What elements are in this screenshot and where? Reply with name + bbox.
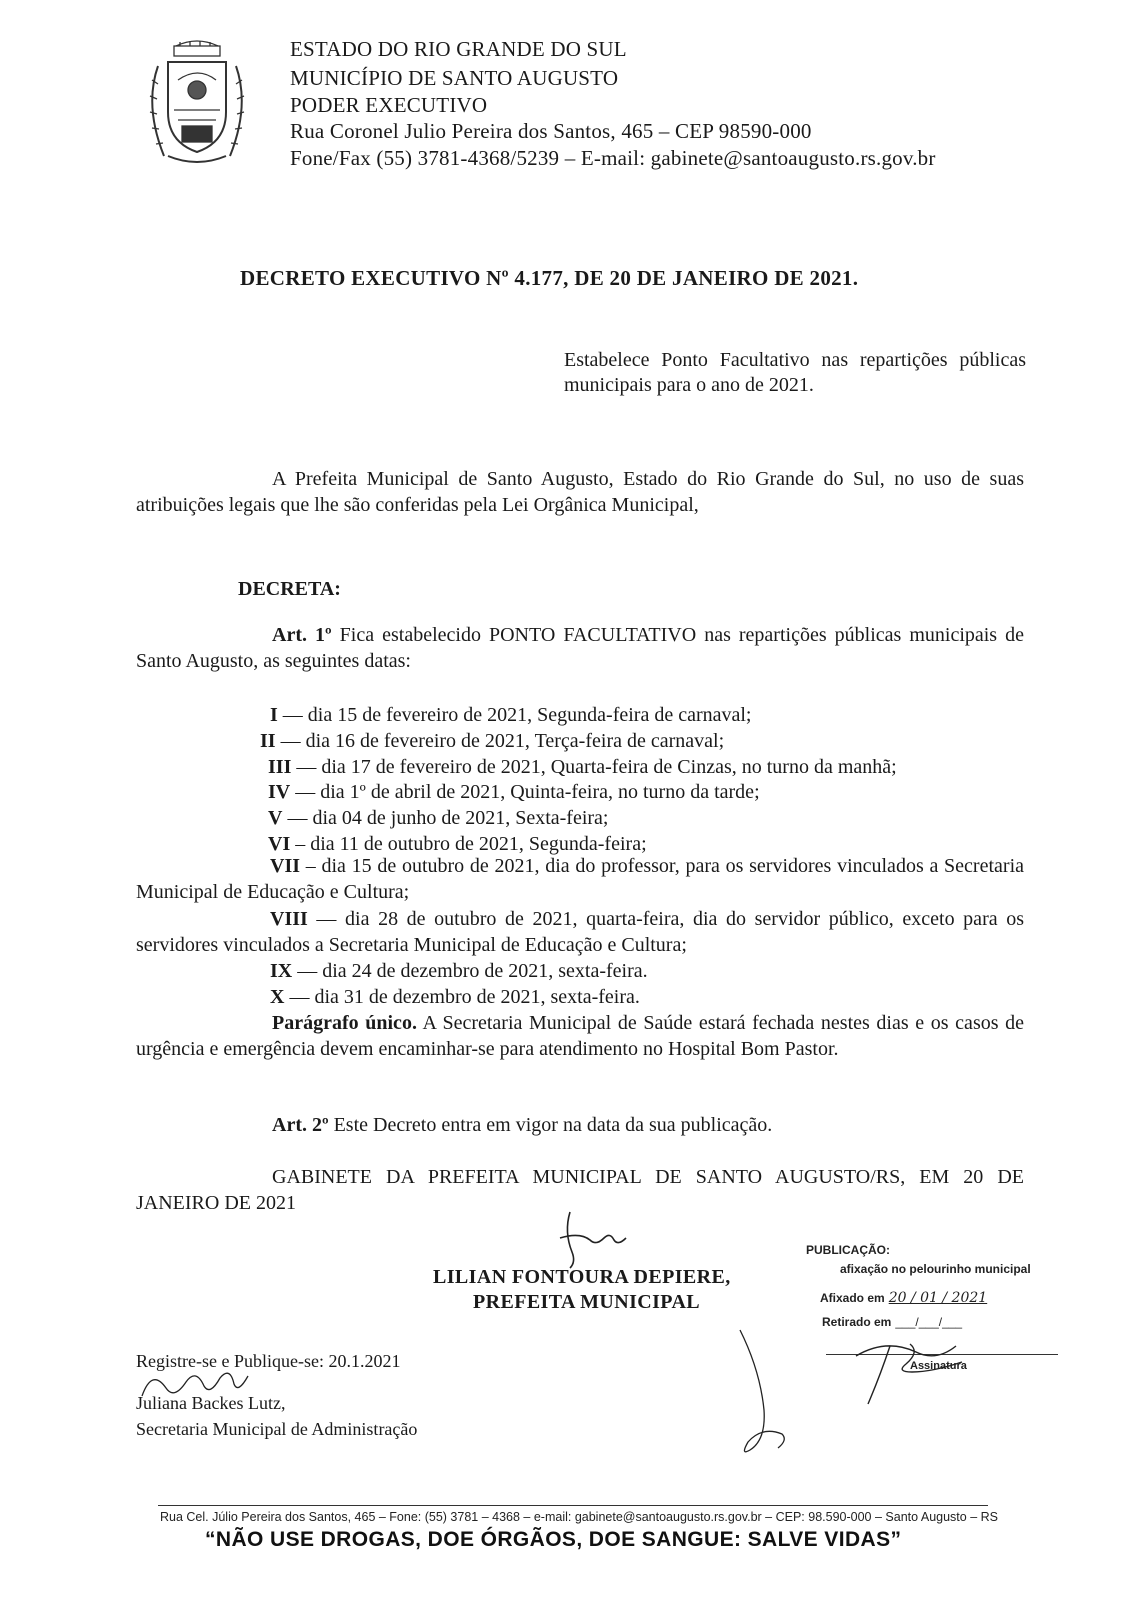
- list-item: VI – dia 11 de outubro de 2021, Segunda-feira;: [268, 833, 647, 855]
- decree-title: DECRETO EXECUTIVO Nº 4.177, DE 20 DE JANEIRO DE 2021.: [240, 266, 859, 290]
- municipal-coat-of-arms-icon: [138, 40, 256, 170]
- registry-secretary-name: Juliana Backes Lutz,: [136, 1393, 286, 1413]
- registry-line: Registre-se e Publique-se: 20.1.2021: [136, 1351, 401, 1371]
- list-item: VII – dia 15 de outubro de 2021, dia do professor, para os servidores vinculados a Secretaria Municipal de Educação e Cultura;: [136, 855, 1024, 903]
- signatory-role: PREFEITA MUNICIPAL: [473, 1291, 701, 1313]
- header-power: PODER EXECUTIVO: [290, 93, 488, 117]
- header-municipality: MUNICÍPIO DE SANTO AUGUSTO: [290, 66, 619, 90]
- list-item: IX — dia 24 de dezembro de 2021, sexta-feira.: [270, 960, 648, 982]
- list-item: III — dia 17 de fevereiro de 2021, Quarta-feira de Cinzas, no turno da manhã;: [268, 756, 897, 778]
- gabinete-date: GABINETE DA PREFEITA MUNICIPAL DE SANTO AUGUSTO/RS, EM 20 DE JANEIRO DE 2021: [136, 1166, 1024, 1214]
- initials-signature: [730, 1326, 800, 1466]
- list-item: I — dia 15 de fevereiro de 2021, Segunda-feira de carnaval;: [270, 704, 752, 726]
- list-item: VIII — dia 28 de outubro de 2021, quarta-feira, dia do servidor público, exceto para os servidores vinculados a Secretaria Municipal de Educação e Cultura;: [136, 908, 1024, 956]
- decree-preamble: A Prefeita Municipal de Santo Augusto, Estado do Rio Grande do Sul, no uso de suas atribuições legais que lhe são conferidas pela Lei Orgânica Municipal,: [136, 468, 1024, 516]
- publication-retirado: Retirado em ___/___/___: [822, 1315, 963, 1329]
- footer-address: Rua Cel. Júlio Pereira dos Santos, 465 – Fone: (55) 3781 – 4368 – e-mail: gabinete@santoaugusto.rs.gov.br – CEP: 98.590-000 – Santo Augusto – RS: [160, 1510, 998, 1524]
- registry-secretary-role: Secretaria Municipal de Administração: [136, 1419, 418, 1439]
- list-item: IV — dia 1º de abril de 2021, Quinta-feira, no turno da tarde;: [268, 781, 760, 803]
- assinatura-label: Assinatura: [910, 1360, 967, 1372]
- article-1: [136, 622, 1024, 674]
- paragrafo-unico: Parágrafo único. A Secretaria Municipal de Saúde estará fechada nestes dias e os casos de urgência e emergência devem encaminhar-se para atendimento no Hospital Bom Pastor.: [136, 1012, 1025, 1060]
- list-item: V — dia 04 de junho de 2021, Sexta-feira;: [268, 807, 609, 829]
- list-item: X — dia 31 de dezembro de 2021, sexta-feira.: [270, 986, 640, 1008]
- publication-afixado: Afixado em 20 / 01 / 2021: [820, 1290, 988, 1306]
- publication-heading: PUBLICAÇÃO:: [806, 1243, 890, 1257]
- signatory-name: LILIAN FONTOURA DEPIERE,: [433, 1266, 731, 1288]
- decreta-heading: DECRETA:: [238, 578, 341, 600]
- decree-ementa: Estabelece Ponto Facultativo nas repartições públicas municipais para o ano de 2021.: [564, 349, 1026, 396]
- list-item: II — dia 16 de fevereiro de 2021, Terça-feira de carnaval;: [260, 730, 725, 752]
- mayor-signature: [530, 1208, 640, 1270]
- header-contact: Fone/Fax (55) 3781-4368/5239 – E-mail: gabinete@santoaugusto.rs.gov.br: [290, 146, 936, 170]
- publication-method: afixação no pelourinho municipal: [840, 1262, 1031, 1276]
- footer-slogan: “NÃO USE DROGAS, DOE ÓRGÃOS, DOE SANGUE: SALVE VIDAS”: [205, 1528, 902, 1551]
- footer-divider: [158, 1505, 988, 1506]
- header-address: Rua Coronel Julio Pereira dos Santos, 465 – CEP 98590-000: [290, 119, 812, 143]
- header-state: ESTADO DO RIO GRANDE DO SUL: [290, 37, 627, 61]
- article-1-label: Art. 1º: [272, 624, 332, 646]
- article-1-text: Fica estabelecido PONTO FACULTATIVO nas repartições públicas municipais de Santo Augusto, as seguintes datas:: [136, 624, 1024, 672]
- article-2: Art. 2º Este Decreto entra em vigor na data da sua publicação.: [272, 1114, 773, 1136]
